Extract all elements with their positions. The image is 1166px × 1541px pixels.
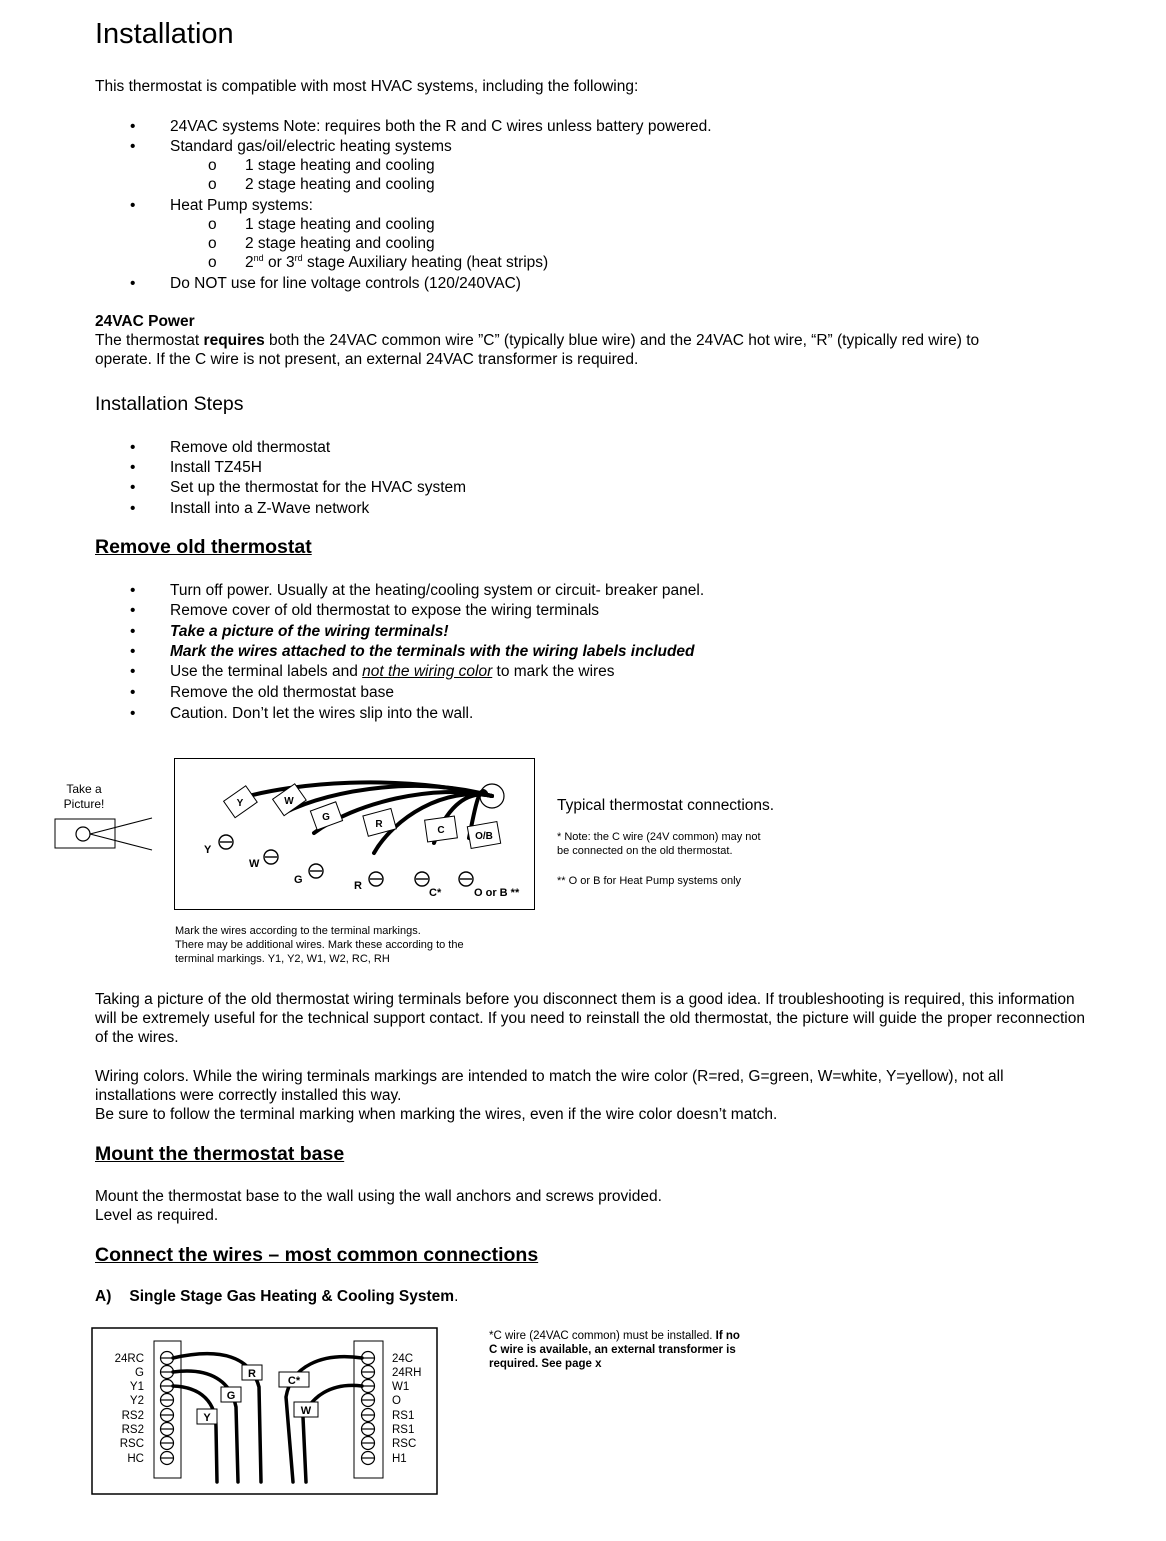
tag-label-y: Y — [236, 798, 244, 809]
terminal-label: O or B ** — [474, 887, 520, 899]
bullet: • — [130, 663, 136, 680]
list-item: Install TZ45H — [170, 459, 262, 476]
terminal-label: G — [135, 1367, 144, 1379]
sub-bullet: o — [208, 216, 217, 233]
text: both the 24VAC common wire ”C” (typically blue wire) and the 24VAC hot wire, “R” (typically red wire) to — [264, 332, 980, 349]
terminal-label: W — [249, 858, 260, 870]
sub-bullet: o — [208, 157, 217, 174]
terminal-label: W1 — [392, 1381, 410, 1393]
text: Picture! — [63, 797, 105, 811]
note-line: C wire is available, an external transformer is — [489, 1344, 736, 1356]
power-line-1 — [95, 331, 979, 351]
label: A) — [95, 1288, 112, 1305]
connection-diagram — [91, 1327, 439, 1496]
remove-heading: Remove old thermostat — [95, 536, 312, 558]
text: Take a — [66, 782, 102, 796]
tag-label: W — [300, 1405, 312, 1417]
text: . — [454, 1288, 459, 1305]
terminal-label: 24C — [392, 1353, 414, 1365]
diagram-note: ** O or B for Heat Pump systems only — [557, 875, 742, 887]
text: 2 — [245, 254, 254, 271]
paragraph: Taking a picture of the old thermostat wiring terminals before you disconnect them is a good idea. If troubleshooting is required, this information will be extremely useful for the technical support contact. If you need to reinstall the old thermostat, the picture will guide the proper reconnection of the wires. — [95, 991, 1085, 1046]
connect-subheading — [95, 1287, 458, 1307]
tag-label-ob: O/B — [475, 831, 493, 842]
bullet: • — [130, 479, 136, 496]
terminal-label: Y — [204, 844, 212, 856]
bullet: • — [130, 684, 136, 701]
bold-text: requires — [203, 332, 265, 349]
bullet: • — [130, 705, 136, 722]
tag-label-w: W — [284, 796, 294, 807]
list-item: 24VAC systems Note: requires both the R and C wires unless battery powered. — [170, 118, 712, 135]
list-item: Standard gas/oil/electric heating systems — [170, 138, 452, 155]
list-item: 1 stage heating and cooling — [245, 216, 435, 233]
mount-line: Mount the thermostat base to the wall using the wall anchors and screws provided. — [95, 1188, 662, 1205]
mount-heading: Mount the thermostat base — [95, 1143, 345, 1165]
bullet: • — [130, 643, 136, 660]
list-item — [170, 662, 615, 682]
bullet: • — [130, 500, 136, 517]
terminal-label: RS1 — [392, 1424, 415, 1436]
camera-label — [54, 782, 114, 812]
tag-c — [279, 1372, 309, 1387]
terminal-label: 24RC — [114, 1353, 144, 1365]
list-item: Mark the wires attached to the terminals with the wiring labels included — [170, 643, 695, 660]
text: The thermostat — [95, 332, 204, 349]
terminal-label: Y2 — [129, 1395, 144, 1407]
terminal-label: RSC — [119, 1438, 144, 1450]
tag-y — [197, 1409, 217, 1424]
list-item: 2 stage heating and cooling — [245, 235, 435, 252]
bullet: • — [130, 623, 136, 640]
terminal-label: 24RH — [392, 1367, 422, 1379]
list-item: 2 stage heating and cooling — [245, 176, 435, 193]
text: Mark the wires according to the terminal markings. — [175, 925, 421, 937]
sub-bullet: o — [208, 254, 217, 271]
mount-line: Level as required. — [95, 1207, 219, 1224]
superscript: nd — [253, 252, 264, 263]
list-item: Remove the old thermostat base — [170, 684, 395, 701]
power-line-2: operate. If the C wire is not present, an external 24VAC transformer is required. — [95, 351, 639, 368]
text: stage Auxiliary heating (heat strips) — [302, 254, 549, 271]
terminal-label: O — [392, 1395, 401, 1407]
tag-w — [294, 1402, 318, 1417]
list-item: Install into a Z-Wave network — [170, 500, 370, 517]
list-item — [245, 253, 548, 273]
list-item: Do NOT use for line voltage controls (120/240VAC) — [170, 275, 521, 292]
tag-label-c: C — [437, 825, 445, 836]
bullet: • — [130, 197, 136, 214]
text: or 3 — [263, 254, 295, 271]
paragraph: Wiring colors. While the wiring terminals markings are intended to match the wire color (R=red, G=green, W=white, Y=yellow), not all installations were correctly installed this way. — [95, 1068, 1004, 1104]
bullet: • — [130, 275, 136, 292]
intro-text: This thermostat is compatible with most HVAC systems, including the following: — [95, 78, 639, 95]
list-item: Caution. Don’t let the wires slip into the wall. — [170, 705, 474, 722]
tag-g — [221, 1387, 241, 1402]
bullet: • — [130, 582, 136, 599]
bullet: • — [130, 459, 136, 476]
terminal-label: RS1 — [392, 1410, 415, 1422]
list-item: Remove cover of old thermostat to expose the wiring terminals — [170, 602, 600, 619]
paragraph: Be sure to follow the terminal marking when marking the wires, even if the wire color doesn’t match. — [95, 1106, 778, 1123]
text: be connected on the old thermostat. — [557, 845, 733, 857]
bold-text: If no — [715, 1330, 740, 1342]
tag-label: Y — [203, 1412, 211, 1424]
page-title: Installation — [95, 18, 234, 50]
list-item: 1 stage heating and cooling — [245, 157, 435, 174]
tag-label: C* — [287, 1375, 301, 1387]
terminal-label: RS2 — [121, 1410, 144, 1422]
diagram-caption — [175, 924, 464, 966]
text: There may be additional wires. Mark these according to the — [175, 939, 464, 951]
tag-ob — [467, 822, 500, 849]
sub-bullet: o — [208, 235, 217, 252]
list-item: Turn off power. Usually at the heating/cooling system or circuit- breaker panel. — [170, 582, 705, 599]
tag-label-r: R — [375, 819, 383, 830]
tag-label-g: G — [322, 812, 330, 823]
terminal-label: R — [354, 880, 362, 892]
list-item: Take a picture of the wiring terminals! — [170, 623, 449, 640]
bullet: • — [130, 439, 136, 456]
text: terminal markings. Y1, Y2, W1, W2, RC, RH — [175, 953, 390, 965]
terminal-label: H1 — [392, 1453, 407, 1465]
text: Use the terminal labels and — [170, 663, 363, 680]
wiring-diagram — [174, 758, 536, 911]
list-item: Set up the thermostat for the HVAC system — [170, 479, 467, 496]
tag-r — [242, 1365, 262, 1380]
terminal-label: HC — [127, 1453, 144, 1465]
bullet: • — [130, 602, 136, 619]
text: *C wire (24VAC common) must be installed. — [489, 1330, 716, 1342]
terminal-label: RS2 — [121, 1424, 144, 1436]
list-item: Heat Pump systems: — [170, 197, 313, 214]
note-line: required. See page x — [489, 1358, 602, 1370]
terminal-label: C* — [429, 887, 442, 899]
camera-icon — [50, 815, 160, 855]
note-line — [489, 1329, 740, 1343]
list-item: Remove old thermostat — [170, 439, 331, 456]
text: * Note: the C wire (24V common) may not — [557, 831, 761, 843]
bold-text: Single Stage Gas Heating & Cooling System — [129, 1288, 455, 1305]
emphasis-text: not the wiring color — [362, 663, 493, 680]
steps-heading: Installation Steps — [95, 393, 244, 415]
superscript: rd — [294, 252, 303, 263]
tag-label: R — [248, 1368, 256, 1380]
diagram-note — [557, 830, 761, 858]
power-heading: 24VAC Power — [95, 313, 195, 330]
sub-bullet: o — [208, 176, 217, 193]
bullet: • — [130, 118, 136, 135]
diagram-title: Typical thermostat connections. — [557, 797, 775, 814]
terminal-label: G — [294, 874, 303, 886]
text: to mark the wires — [492, 663, 615, 680]
terminal-label: RSC — [392, 1438, 417, 1450]
connect-heading: Connect the wires – most common connections — [95, 1244, 539, 1266]
tag-label: G — [226, 1390, 236, 1402]
terminal-label: Y1 — [129, 1381, 144, 1393]
connection-note — [489, 1329, 740, 1371]
tag-c — [425, 816, 458, 842]
bullet: • — [130, 138, 136, 155]
